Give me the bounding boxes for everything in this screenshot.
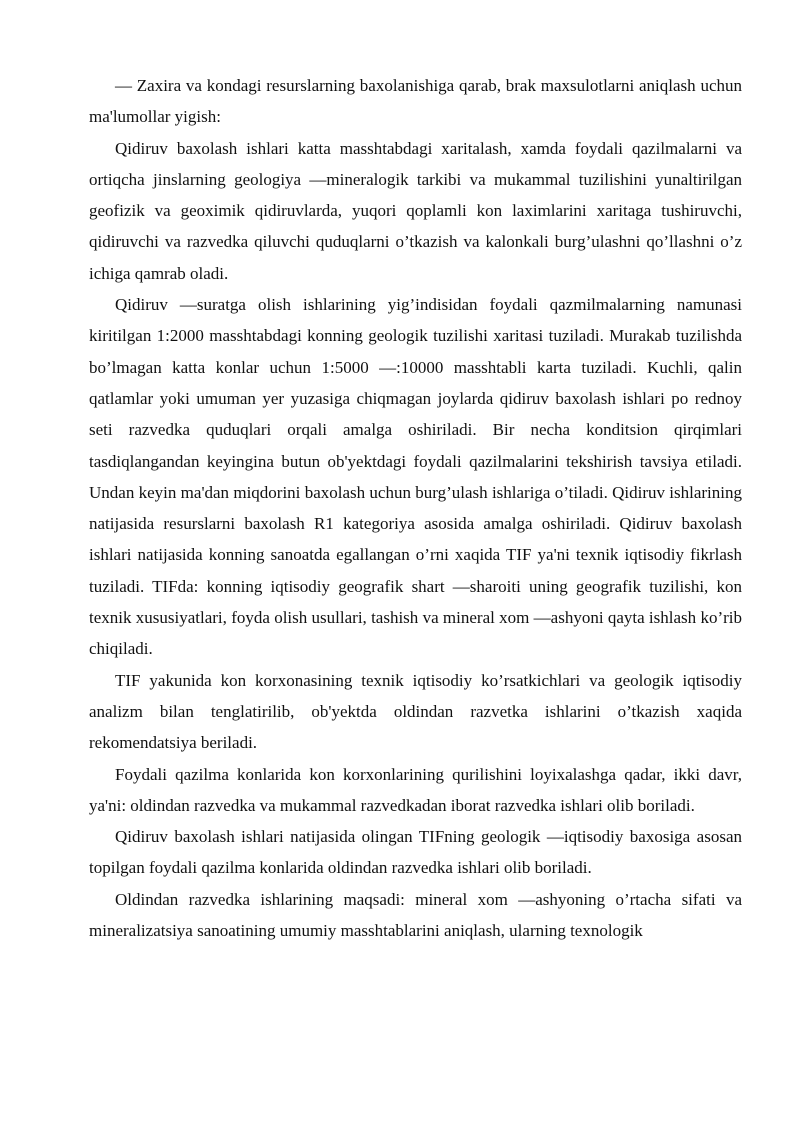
paragraph: Qidiruv baxolash ishlari katta masshtabdagi xaritalash, xamda foydali qazilmalarni va ortiqcha jinslarning geologiya —mineralogik tarkibi va mukammal tuzilishini yunaltirilgan geofizik va geoximik qidiruvlarda, yuqori qoplamli kon laximlarini xaritaga tushiruvchi, qidiruvchi va razvedka qiluvchi quduqlarni o’tkazish va kalonkali burg’ulashni qo’llashni o’z ichiga qamrab oladi.: [89, 138, 742, 283]
paragraph: Qidiruv —suratga olish ishlarining yig’indisidan foydali qazmilmalarning namunasi kiritilgan 1:2000 masshtabdagi konning geologik tuzilishi xaritasi tuziladi. Murakab tuzilishda bo’lmagan katta konlar uchun 1:5000 —:10000 masshtabli karta tuziladi. Kuchli, qalin qatlamlar yoki umuman yer yuzasiga chiqmagan joylarda qidiruv baxolash ishlari po rednoy seti razvedka quduqlari orqali amalga oshiriladi. Bir necha konditsion qirqimlari tasdiqlangandan keyingina butun ob'yektdagi foydali qazilmalarini tekshirish tavsiya etiladi. Undan keyin ma'dan miqdorini baxolash uchun burg’ulash ishlariga o’tiladi. Qidiruv ishlarining natijasida resurslarni baxolash R1 kategoriya asosida amalga oshiriladi. Qidiruv baxolash ishlari natijasida konning sanoatda egallangan o’rni xaqida TIF ya'ni texnik iqtisodiy fikrlash tuziladi. TIFda: konning iqtisodiy geografik shart —sharoiti uning geografik tuzilishi, kon texnik xususiyatlari, foyda olish usullari, tashish va mineral xom —ashyoni qayta ishlash ko’rib chiqiladi.: [89, 295, 742, 659]
paragraph: Oldindan razvedka ishlarining maqsadi: mineral xom —ashyoning o’rtacha sifati va mineralizatsiya sanoatining umumiy masshtablarini aniqlash, ularning texnologik: [89, 889, 742, 941]
paragraph: Foydali qazilma konlarida kon korxonlarining qurilishini loyixalashga qadar, ikki davr, ya'ni: oldindan razvedka va mukammal razvedkadan iborat razvedka ishlari olib boriladi.: [89, 764, 742, 815]
paragraph: Qidiruv baxolash ishlari natijasida olingan TIFning geologik —iqtisodiy baxosiga asosan topilgan foydali qazilma konlarida oldindan razvedka ishlari olib boriladi.: [89, 827, 742, 878]
paragraph: TIF yakunida kon korxonasining texnik iqtisodiy ko’rsatkichlari va geologik iqtisodiy analizm bilan tenglatirilib, ob'yektda oldindan razvetka ishlarini o’tkazish xaqida rekomendatsiya beriladi.: [89, 670, 742, 753]
document-page: [89, 70, 742, 946]
paragraph: — Zaxira va kondagi resurslarning baxolanishiga qarab, brak maxsulotlarni aniqlash uchun ma'lumollar yigish:: [89, 76, 742, 127]
